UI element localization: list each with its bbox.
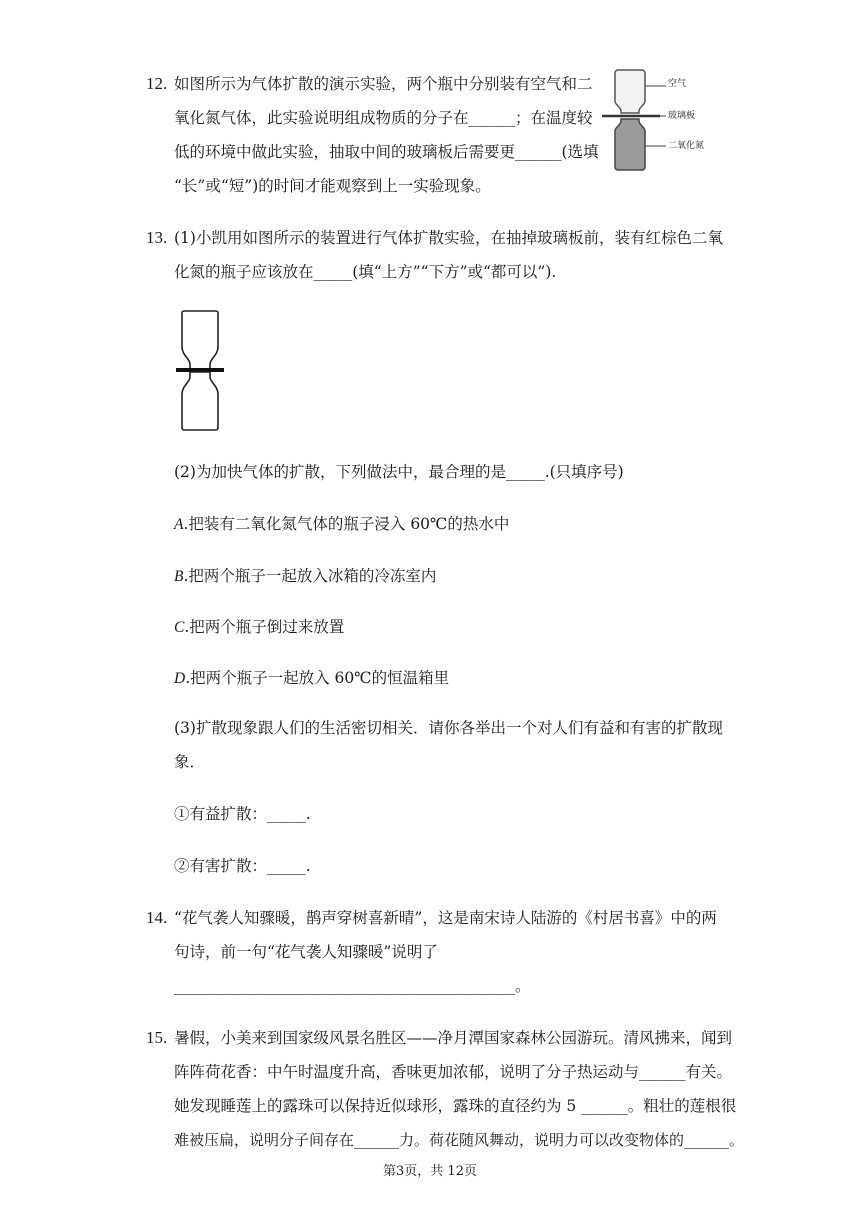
q12-line-1: 如图所示为气体扩散的演示实验，两个瓶中分别装有空气和二 [174,75,593,93]
q13-part1-line-2: 化氮的瓶子应该放在_____(填“上方”“下方”或“都可以”). [174,263,557,281]
q13-bottles-figure [174,308,230,434]
q13-option-b [174,566,436,587]
figure-label-air: 空气 [668,79,687,89]
q15-line-2: 阵阵荷花香：中午时温度升高，香味更加浓郁，说明了分子热运动与______有关。 [174,1063,733,1081]
option-text: .把两个瓶子一起放入冰箱的冷冻室内 [183,567,437,585]
q13-option-d [174,668,449,689]
q13-beneficial-diffusion: ①有益扩散：_____. [174,805,311,823]
figure-label-glass-plate: 玻璃板 [668,111,696,121]
option-letter: D [174,670,186,687]
q13-option-c [174,617,344,638]
question-number-15: 15. [146,1028,168,1047]
figure-label-no2: 二氧化氮 [668,141,705,151]
question-number-14: 14. [146,908,168,927]
option-letter: B [174,568,184,585]
q15-line-1: 暑假，小美来到国家级风景名胜区——净月潭国家森林公园游玩。清风拂来，闻到 [174,1029,733,1047]
q13-option-a [174,514,509,535]
q13-part1-line-1: (1)小凯用如图所示的装置进行气体扩散实验，在抽掉玻璃板前，装有红棕色二氧 [174,229,723,247]
question-number-12: 12. [146,74,168,93]
q12-line-2: 氧化氮气体，此实验说明组成物质的分子在______；在温度较 [174,109,593,127]
option-text: .把两个瓶子一起放入 60℃的恒温箱里 [185,669,450,687]
q14-line-1: “花气袭人知骤暖，鹊声穿树喜新晴”，这是南宋诗人陆游的《村居书喜》中的两 [174,909,717,927]
option-text: .把两个瓶子倒过来放置 [184,618,345,636]
q15-line-3: 她发现睡莲上的露珠可以保持近似球形，露珠的直径约为 5 ______。粗壮的莲根很 [174,1097,737,1115]
option-letter: A [174,516,184,533]
q14-answer-blank: ____________________________________________。 [174,977,531,995]
q13-part3-line-1: (3)扩散现象跟人们的生活密切相关．请你各举出一个对人们有益和有害的扩散现 [174,719,723,737]
q14-line-2: 句诗，前一句“花气袭人知骤暖”说明了 [174,943,438,961]
q13-part3-line-2: 象． [174,753,206,771]
option-letter: C [174,619,185,636]
q13-part2: (2)为加快气体的扩散，下列做法中，最合理的是_____.(只填序号) [174,463,624,481]
q12-line-4: “长”或“短”)的时间才能观察到上一实验现象。 [174,177,491,195]
page-footer: 第3页，共 12页 [383,1164,477,1179]
question-number-13: 13. [146,228,168,247]
option-text: .把装有二氧化氮气体的瓶子浸入 60℃的热水中 [183,515,510,533]
q13-harmful-diffusion: ②有害扩散：_____. [174,857,311,875]
q15-line-4: 难被压扁，说明分子间存在______力。荷花随风舞动，说明力可以改变物体的______。 [174,1131,745,1149]
q12-line-3: 低的环境中做此实验，抽取中间的玻璃板后需要更______(选填 [174,143,599,161]
